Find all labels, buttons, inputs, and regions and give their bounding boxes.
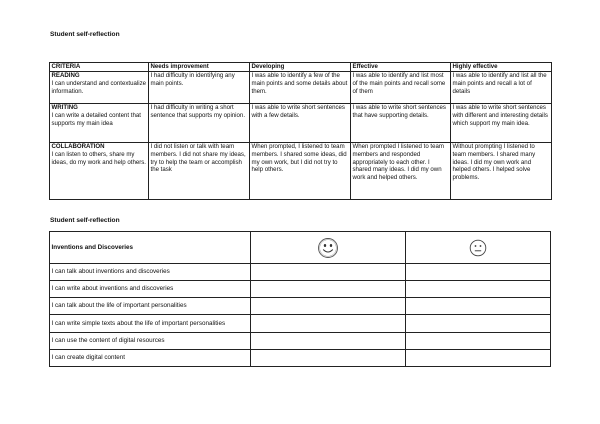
section-heading: Student self-reflection — [50, 217, 120, 224]
rubric-cell: I was able to identify a few of the main points and some details about them. — [250, 72, 351, 104]
neutral-checkbox-cell[interactable] — [406, 315, 551, 333]
rubric-cell: I was able to identify and list all the main points and recall a lot of details — [451, 72, 552, 104]
page-heading: Student self-reflection — [50, 31, 120, 38]
reflection-row — [50, 281, 551, 298]
rubric-cell: I was able to write short sentences that have supporting details. — [351, 104, 451, 143]
reflection-title: Inventions and Discoveries — [50, 232, 251, 264]
smiley-checkbox-cell[interactable] — [251, 264, 406, 281]
reflection-statement: I can create digital content — [50, 350, 251, 367]
neutral-checkbox-cell[interactable] — [406, 350, 551, 367]
smiley-checkbox-cell[interactable] — [251, 315, 406, 333]
rubric-row-collaboration — [50, 143, 552, 200]
criteria-title: COLLABORATION — [51, 143, 105, 150]
header-needs-improvement: Needs improvement — [149, 63, 250, 72]
neutral-checkbox-cell[interactable] — [406, 333, 551, 350]
neutral-checkbox-cell[interactable] — [406, 298, 551, 315]
criteria-description: I can write a detailed content that supports my main idea — [51, 111, 141, 127]
neutral-checkbox-cell[interactable] — [406, 281, 551, 298]
rubric-cell: When prompted I listened to team members and responded appropriately to each other. I shared many ideas. I did my own work and helped others. — [351, 143, 451, 200]
reflection-statement: I can write about inventions and discoveries — [50, 281, 251, 298]
rubric-cell: Without prompting I listened to team members. I shared many ideas. I did my own work and helped others. I helped solve problems. — [451, 143, 552, 200]
reflection-header-row — [50, 232, 551, 264]
criteria-description: I can understand and contextualize information. — [51, 79, 147, 95]
rubric-cell: I did not listen or talk with team members. I did not share my ideas, try to help the team or accomplish the task — [149, 143, 250, 200]
reflection-table — [49, 231, 551, 367]
criteria-title: WRITING — [51, 104, 78, 111]
criteria-description: I can listen to others, share my ideas, do my work and help others. — [51, 150, 147, 166]
reflection-row — [50, 333, 551, 350]
rubric-cell: I had difficulty in identifying any main points. — [149, 72, 250, 104]
neutral-column-header — [406, 232, 551, 264]
reflection-row — [50, 264, 551, 281]
rubric-cell: I was able to write short sentences with a few details. — [250, 104, 351, 143]
smiley-column-header — [251, 232, 406, 264]
rubric-cell: I had difficulty in writing a short sentence that supports my opinion. — [149, 104, 250, 143]
criteria-cell — [50, 72, 149, 104]
rubric-cell: I was able to write short sentences with different and interesting details which support my main idea. — [451, 104, 552, 143]
reflection-row — [50, 315, 551, 333]
criteria-cell — [50, 143, 149, 200]
criteria-title: READING — [51, 72, 80, 79]
reflection-statement: I can talk about inventions and discoveries — [50, 264, 251, 281]
smiley-checkbox-cell[interactable] — [251, 333, 406, 350]
reflection-statement: I can write simple texts about the life of important personalities — [50, 315, 251, 333]
smiley-face-icon — [317, 237, 339, 259]
header-developing: Developing — [250, 63, 351, 72]
neutral-checkbox-cell[interactable] — [406, 264, 551, 281]
rubric-row-writing — [50, 104, 552, 143]
rubric-table — [49, 62, 552, 200]
rubric-header-row — [50, 63, 552, 72]
rubric-cell: I was able to identify and list most of the main points and recall some of them — [351, 72, 451, 104]
smiley-checkbox-cell[interactable] — [251, 350, 406, 367]
reflection-statement: I can use the content of digital resources — [50, 333, 251, 350]
rubric-row-reading — [50, 72, 552, 104]
header-criteria: CRITERIA — [50, 63, 149, 72]
reflection-row — [50, 350, 551, 367]
criteria-cell — [50, 104, 149, 143]
reflection-statement: I can talk about the life of important personalities — [50, 298, 251, 315]
header-highly-effective: Highly effective — [451, 63, 552, 72]
header-effective: Effective — [351, 63, 451, 72]
neutral-face-icon — [469, 239, 487, 257]
smiley-checkbox-cell[interactable] — [251, 298, 406, 315]
rubric-cell: When prompted, I listened to team members. I shared some ideas, did my own work, but I did not try to help others. — [250, 143, 351, 200]
reflection-row — [50, 298, 551, 315]
smiley-checkbox-cell[interactable] — [251, 281, 406, 298]
